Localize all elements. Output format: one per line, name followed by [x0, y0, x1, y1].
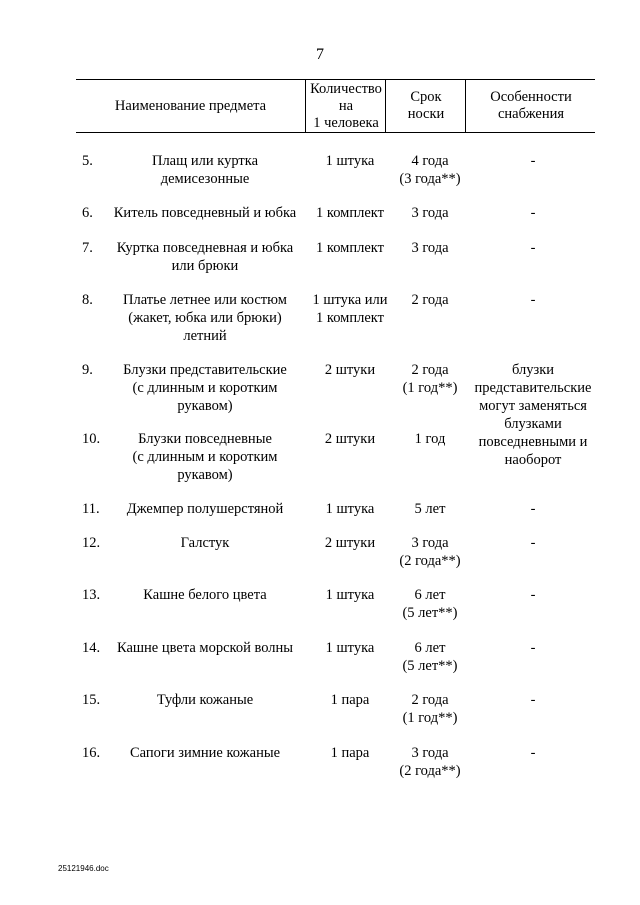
document-filename: 25121946.doc — [58, 864, 109, 873]
row-term: 6 лет (5 лет**) — [402, 587, 458, 621]
row-term: 2 года (1 год**) — [402, 692, 458, 726]
row-quantity: 1 комплект — [316, 205, 384, 221]
row-quantity: 1 пара — [330, 745, 370, 761]
row-term: 5 лет — [414, 501, 446, 517]
row-item-name: Галстук — [180, 535, 230, 551]
row-item-name: Платье летнее или костюм (жакет, юбка или брюки) летний — [123, 292, 287, 344]
header-name: Наименование предмета — [114, 97, 267, 114]
row-features: - — [530, 501, 536, 517]
row-term: 1 год — [414, 431, 446, 447]
row-number: 13. — [82, 587, 101, 603]
row-term: 3 года (2 года**) — [399, 535, 461, 569]
row-features: - — [530, 153, 536, 169]
row-number: 8. — [82, 292, 93, 308]
row-quantity: 1 штука — [325, 501, 375, 517]
row-features: - — [530, 587, 536, 603]
row-term: 2 года — [411, 292, 449, 308]
row-number: 11. — [82, 501, 100, 517]
row-term: 3 года — [411, 205, 449, 221]
row-item-name: Кашне белого цвета — [143, 587, 267, 603]
row-quantity: 1 пара — [330, 692, 370, 708]
header-quantity: Количество на 1 человека — [305, 80, 386, 132]
row-quantity: 2 штуки — [324, 362, 376, 378]
row-number: 16. — [82, 745, 101, 761]
row-number: 15. — [82, 692, 101, 708]
row-item-name: Блузки представительские (с длинным и коротким рукавом) — [123, 362, 287, 414]
row-quantity: 1 штука — [325, 587, 375, 603]
row-number: 12. — [82, 535, 101, 551]
row-quantity: 1 штука — [325, 640, 375, 656]
row-number: 5. — [82, 153, 93, 169]
row-number: 14. — [82, 640, 101, 656]
row-item-name: Сапоги зимние кожаные — [129, 745, 281, 761]
row-quantity: 1 штука или 1 комплект — [312, 292, 388, 326]
row-term: 2 года (1 год**) — [402, 362, 458, 396]
row-item-name: Плащ или куртка демисезонные — [151, 153, 259, 187]
row-item-name: Кашне цвета морской волны — [116, 640, 294, 656]
row-features: - — [530, 692, 536, 708]
row-item-name: Блузки повседневные (с длинным и коротким рукавом) — [132, 431, 278, 483]
table-header — [76, 79, 595, 133]
row-item-name: Куртка повседневная и юбка или брюки — [116, 240, 294, 274]
header-term: Срок носки — [385, 80, 466, 132]
page-number: 7 — [316, 46, 324, 63]
row-features: - — [530, 292, 536, 308]
row-features: - — [530, 205, 536, 221]
row-item-name: Китель повседневный и юбка — [113, 205, 297, 221]
row-term: 3 года — [411, 240, 449, 256]
row-item-name: Джемпер полушерстяной — [126, 501, 284, 517]
row-quantity: 1 штука — [325, 153, 375, 169]
row-number: 7. — [82, 240, 93, 256]
row-features: - — [530, 745, 536, 761]
row-term: 3 года (2 года**) — [399, 745, 461, 779]
blouse-replacement-note: блузки представительские могут заменяться блузками повседневными и наоборот — [474, 362, 592, 468]
row-number: 10. — [82, 431, 101, 447]
row-quantity: 2 штуки — [324, 431, 376, 447]
row-term: 4 года (3 года**) — [399, 153, 461, 187]
row-quantity: 2 штуки — [324, 535, 376, 551]
row-item-name: Туфли кожаные — [156, 692, 254, 708]
row-features: - — [530, 640, 536, 656]
row-features: - — [530, 535, 536, 551]
header-features: Особенности снабжения — [465, 80, 596, 132]
row-number: 6. — [82, 205, 93, 221]
row-features: - — [530, 240, 536, 256]
row-term: 6 лет (5 лет**) — [402, 640, 458, 674]
row-number: 9. — [82, 362, 93, 378]
row-quantity: 1 комплект — [316, 240, 384, 256]
